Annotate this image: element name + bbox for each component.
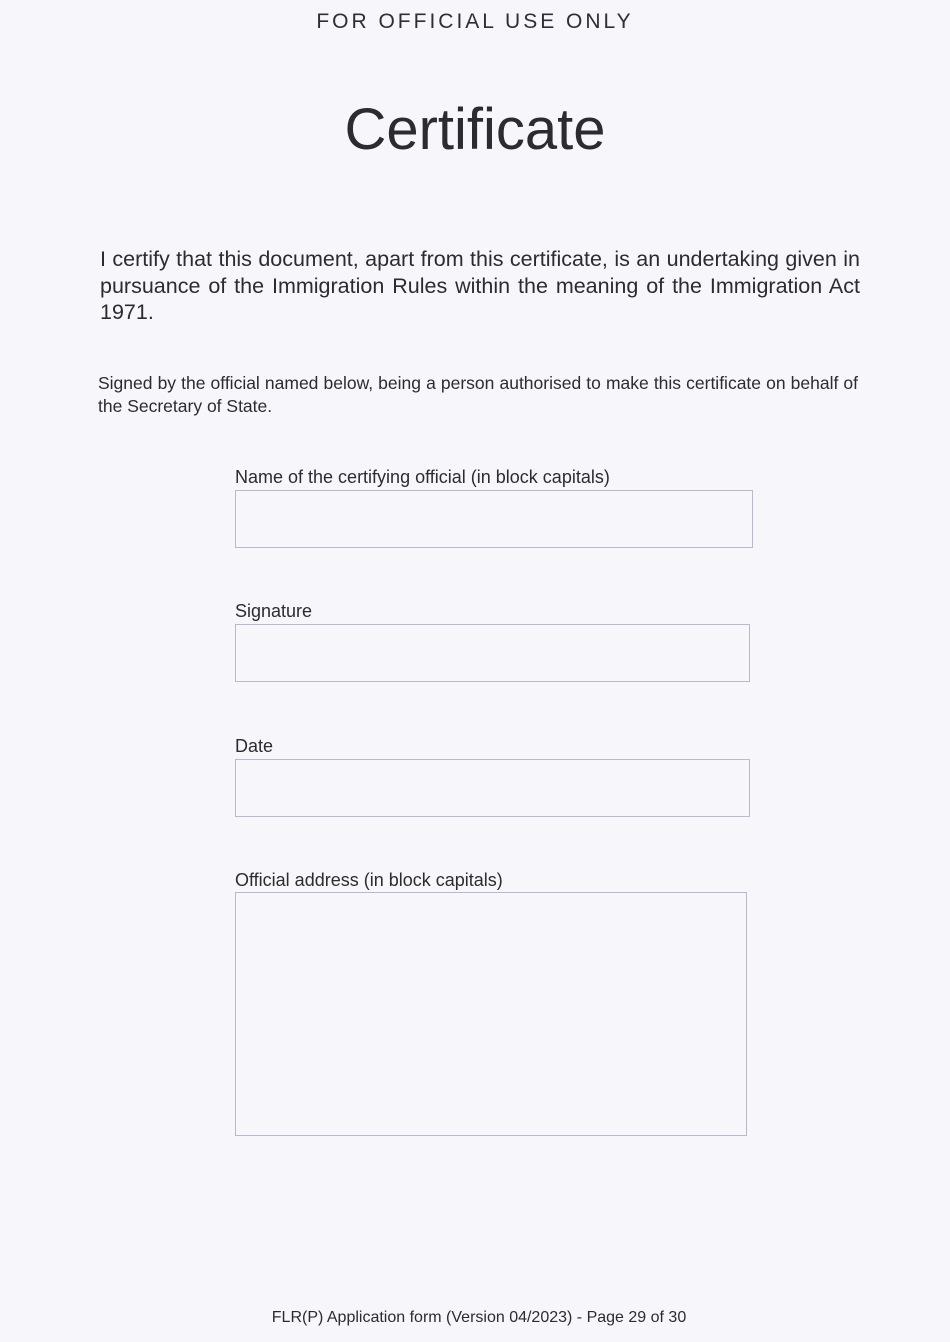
date-field[interactable] xyxy=(235,759,750,817)
signature-field[interactable] xyxy=(235,624,750,682)
signing-authority-statement: Signed by the official named below, being a person authorised to make this certificate on behalf of the Secretary of State. xyxy=(98,373,858,416)
official-address-label: Official address (in block capitals) xyxy=(235,870,503,890)
certification-statement: I certify that this document, apart from this certificate, is an undertaking given in pursuance of the Immigration Rules within the meaning of the Immigration Act 1971. xyxy=(100,247,860,324)
signature-label: Signature xyxy=(235,601,313,621)
date-label: Date xyxy=(235,736,274,756)
page-footer: FLR(P) Application form (Version 04/2023) - Page 29 of 30 xyxy=(271,1309,687,1326)
official-use-notice: FOR OFFICIAL USE ONLY xyxy=(316,10,634,33)
official-name-label: Name of the certifying official (in block capitals) xyxy=(235,467,610,487)
page-title: Certificate xyxy=(344,97,606,162)
official-name-field[interactable] xyxy=(235,490,753,548)
official-address-field[interactable] xyxy=(235,892,747,1136)
